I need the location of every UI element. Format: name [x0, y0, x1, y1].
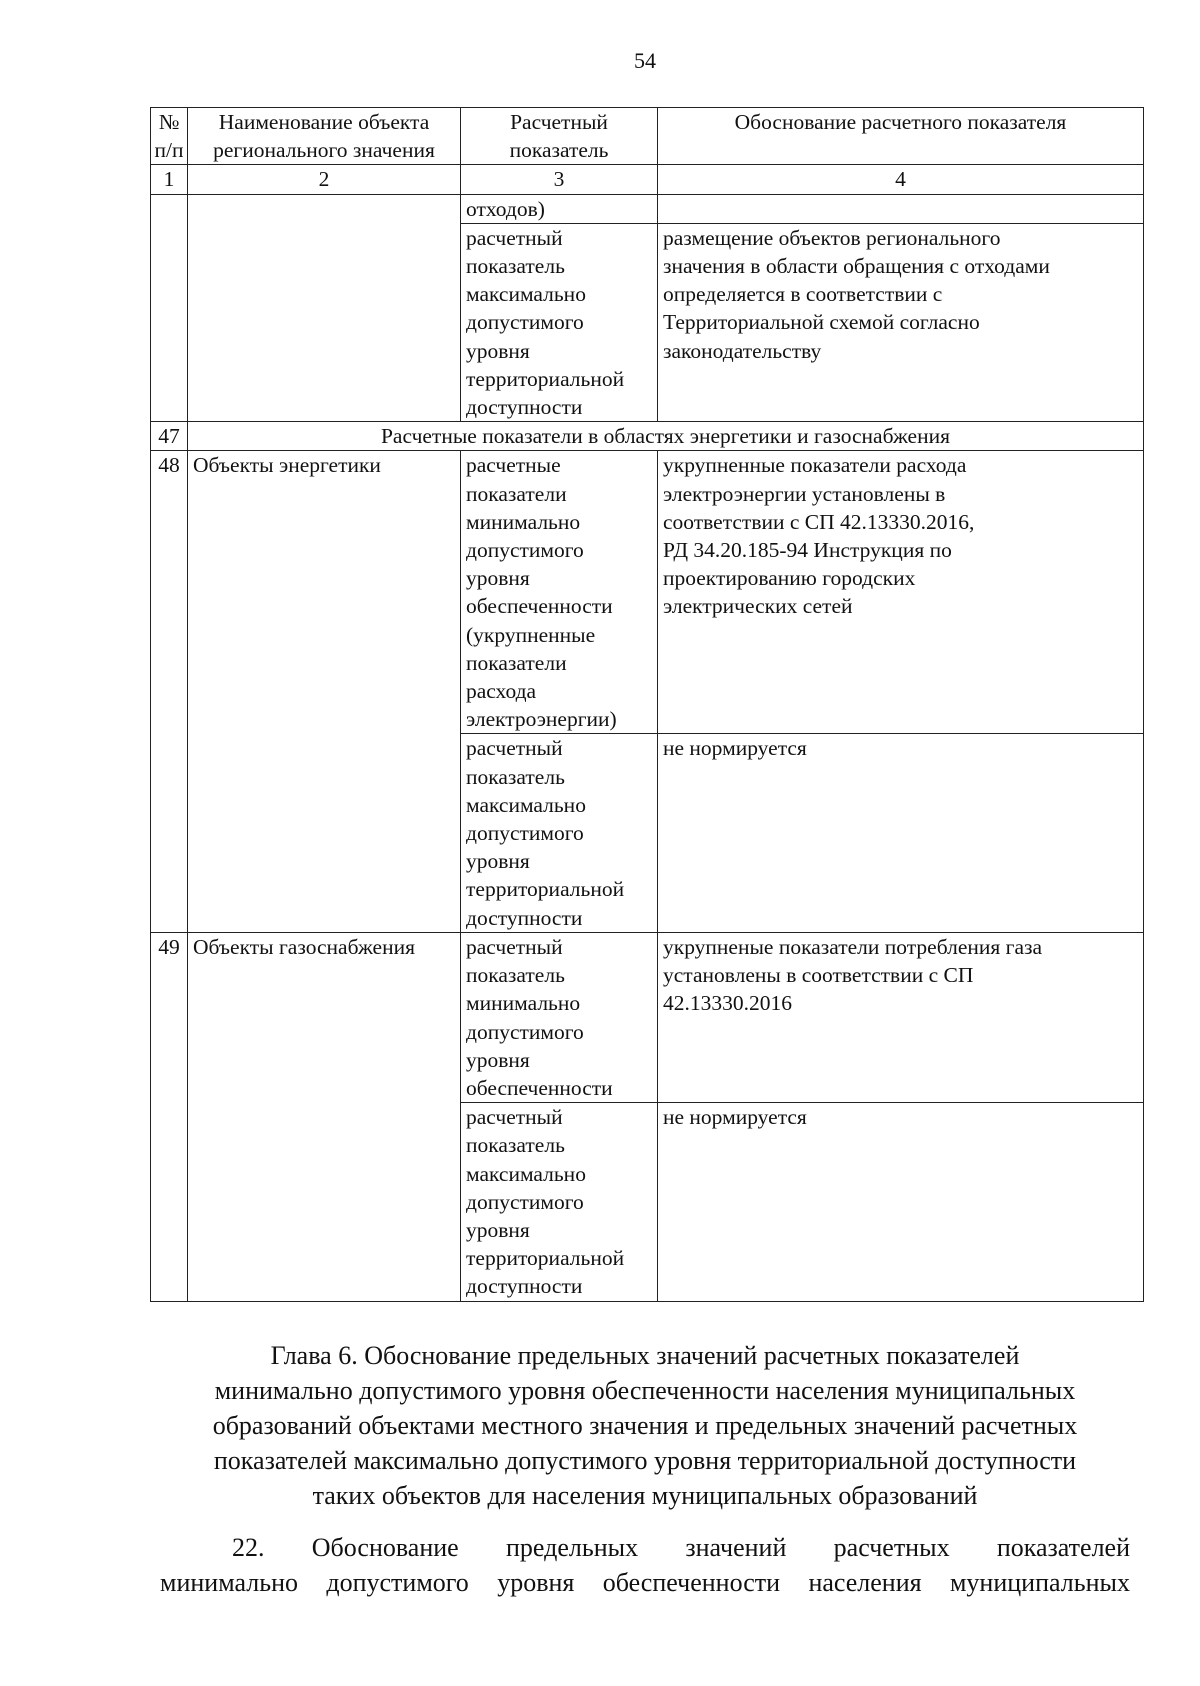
text-line: Расчетный — [510, 110, 608, 134]
text-line: № — [158, 110, 180, 134]
text-line: не нормируется — [663, 1105, 807, 1130]
paragraph-line: минимально допустимого уровня обеспеченности населения муниципальных — [160, 1568, 1130, 1597]
indicator-cell — [461, 223, 658, 421]
text-line: расчетный — [466, 1105, 563, 1130]
text-line: уровня — [466, 849, 530, 874]
text-line: законодательству — [663, 338, 822, 363]
justification-cell — [658, 932, 1144, 1102]
table-row — [151, 932, 1144, 1102]
text-line: допустимого — [466, 1189, 584, 1214]
text-line: показатель — [466, 764, 565, 789]
text-line: размещение объектов регионального — [663, 225, 1001, 250]
paragraph-line: 22. Обоснование предельных значений расчетных показателей — [232, 1533, 1130, 1562]
header-indicator — [461, 108, 658, 165]
indicator-cell — [461, 451, 658, 734]
text-line: уровня — [466, 338, 530, 363]
indicator-cell — [461, 932, 658, 1102]
justification-cell — [658, 451, 1144, 734]
text-line: (укрупненные — [466, 622, 596, 647]
text-line: территориальной — [466, 1246, 625, 1271]
text-line: РД 34.20.185-94 Инструкция по — [663, 538, 952, 563]
text-line: укрупненные показатели расхода — [663, 453, 967, 478]
row-number: 49 — [151, 932, 188, 1301]
text-line: территориальной — [466, 877, 625, 902]
text-line: Обоснование расчетного показателя — [734, 110, 1067, 134]
indicator-cell — [461, 1103, 658, 1301]
indicator-cell — [461, 734, 658, 932]
indicator-cell — [461, 194, 658, 223]
text-line: проектированию городских — [663, 566, 916, 591]
header-justification — [658, 108, 1144, 165]
text-line: установлены в соответствии с СП — [663, 963, 974, 988]
justification-cell — [658, 223, 1144, 421]
text-line: отходов) — [466, 196, 545, 221]
text-line: доступности — [466, 905, 583, 930]
column-number: 2 — [188, 165, 461, 194]
text-line: минимально — [466, 509, 581, 534]
text-line: уровня — [466, 1047, 530, 1072]
text-line: таких объектов для населения муниципальных образований — [312, 1481, 978, 1510]
row-number: 47 — [151, 422, 188, 451]
text-line: показателей максимально допустимого уровня территориальной доступности — [213, 1446, 1077, 1475]
text-line: максимально — [466, 1161, 586, 1186]
text-line: уровня — [466, 566, 530, 591]
column-number: 1 — [151, 165, 188, 194]
text-line: Глава 6. Обоснование предельных значений расчетных показателей — [270, 1341, 1020, 1370]
text-line: значения в области обращения с отходами — [663, 254, 1050, 279]
section-title: Расчетные показатели в областях энергетики и газоснабжения — [188, 422, 1144, 451]
text-line: территориальной — [466, 366, 625, 391]
table-row — [151, 194, 1144, 223]
text-line: доступности — [466, 395, 583, 420]
text-line: показатели — [466, 481, 567, 506]
justification-cell — [658, 734, 1144, 932]
text-line: расчетный — [466, 225, 563, 250]
text-line: укрупненые показатели потребления газа — [663, 934, 1043, 959]
text-line: допустимого — [466, 538, 584, 563]
text-line: расчетный — [466, 934, 563, 959]
page-number: 54 — [634, 48, 656, 73]
text-line: электроэнергии установлены в — [663, 481, 946, 506]
text-line: минимально — [466, 991, 581, 1016]
text-line: показатель — [466, 254, 565, 279]
text-line: расхода — [466, 679, 537, 704]
text-line — [663, 195, 1138, 223]
text-line: Территориальной схемой согласно — [663, 310, 980, 335]
text-line: допустимого — [466, 821, 584, 846]
text-line: соответствии с СП 42.13330.2016, — [663, 509, 975, 534]
justification-cell — [658, 194, 1144, 223]
row-number: 48 — [151, 451, 188, 932]
text-line: допустимого — [466, 310, 584, 335]
text-line: минимально допустимого уровня обеспеченности населения муниципальных — [214, 1376, 1076, 1405]
column-numbers-row — [151, 165, 1144, 194]
object-name — [188, 194, 461, 422]
text-line: максимально — [466, 282, 586, 307]
text-line: электроэнергии) — [466, 707, 617, 732]
row-number — [151, 194, 188, 422]
standards-table — [150, 107, 1144, 1302]
text-line: допустимого — [466, 1019, 584, 1044]
chapter-heading — [160, 1338, 1130, 1513]
table-header-row — [151, 108, 1144, 165]
text-line: 42.13330.2016 — [663, 991, 792, 1016]
text-line: доступности — [466, 1274, 583, 1299]
text-line: расчетный — [466, 736, 563, 761]
object-name: Объекты энергетики — [188, 451, 461, 932]
section-row — [151, 422, 1144, 451]
text-line: уровня — [466, 1217, 530, 1242]
table-row — [151, 451, 1144, 734]
text-line: п/п — [154, 138, 184, 163]
justification-cell — [658, 1103, 1144, 1301]
column-number: 4 — [658, 165, 1144, 194]
text-line: показатель — [509, 138, 609, 163]
text-line: показатели — [466, 650, 567, 675]
text-line: регионального значения — [213, 138, 435, 163]
object-name: Объекты газоснабжения — [188, 932, 461, 1301]
text-line: показатель — [466, 963, 565, 988]
text-line: Наименование объекта — [218, 110, 430, 134]
body-paragraph — [160, 1530, 1130, 1600]
column-number: 3 — [461, 165, 658, 194]
text-line: показатель — [466, 1133, 565, 1158]
text-line: обеспеченности — [466, 1075, 613, 1100]
text-line: образований объектами местного значения и предельных значений расчетных — [212, 1411, 1078, 1440]
header-object-name — [188, 108, 461, 165]
text-line: расчетные — [466, 453, 561, 478]
text-line: электрических сетей — [663, 594, 853, 619]
text-line: обеспеченности — [466, 594, 613, 619]
text-line: определяется в соответствии с — [663, 282, 943, 307]
header-number — [151, 108, 188, 165]
text-line: максимально — [466, 792, 586, 817]
text-line: не нормируется — [663, 736, 807, 761]
